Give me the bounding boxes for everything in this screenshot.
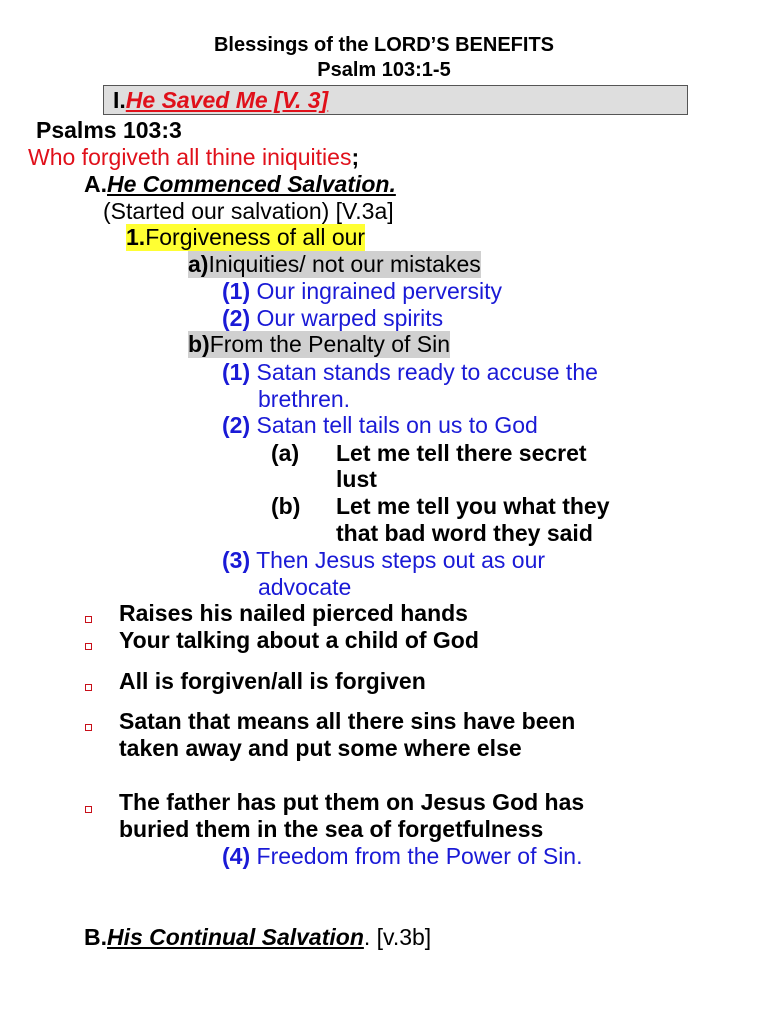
bullet-item-1: Raises his nailed pierced hands (119, 600, 468, 626)
item-b2 (222, 412, 538, 439)
heading-i (113, 87, 328, 114)
item-b1 (222, 359, 598, 386)
point-1 (126, 224, 365, 251)
verse-line (28, 144, 359, 171)
verse-text: Who forgiveth all thine iniquities (28, 144, 352, 170)
item-b2-number: (2) (222, 412, 251, 438)
item-b3-continued: advocate (258, 574, 352, 600)
item-b1-number: (1) (222, 359, 251, 385)
item-a2 (222, 305, 443, 332)
point-a-sub-b-letter: b) (188, 331, 210, 357)
item-b3-text: Then Jesus steps out as our (250, 547, 546, 573)
heading-i-text: He Saved Me [V. 3] (125, 87, 329, 113)
point-a-sub-a (188, 251, 481, 278)
document-title: Blessings of the LORD’S BENEFITS (213, 34, 555, 56)
verse-punct: ; (351, 144, 360, 170)
item-a1-text: Our ingrained perversity (250, 278, 502, 304)
square-bullet-icon (85, 724, 92, 731)
point-a-sub-a-letter: a) (188, 251, 209, 277)
point-1-number: 1. (126, 224, 146, 250)
point-b (84, 924, 431, 951)
square-bullet-icon (85, 806, 92, 813)
bullet-item-2: Your talking about a child of God (119, 627, 479, 653)
item-b1-continued: brethren. (258, 386, 351, 412)
point-a-sub-a-text: Iniquities/ not our mistakes (208, 251, 481, 277)
item-b1-text: Satan stands ready to accuse the (250, 359, 598, 385)
psalm-reference: Psalms 103:3 (36, 117, 182, 143)
point-a-sub-b (188, 331, 450, 358)
item-b4-text: Freedom from the Power of Sin. (250, 843, 583, 869)
item-b2-text: Satan tell tails on us to God (250, 412, 538, 438)
item-a1 (222, 278, 502, 305)
bullet-item-4-continued: taken away and put some where else (119, 735, 522, 761)
item-b2b-text: Let me tell you what they (336, 493, 610, 519)
item-b3-number: (3) (222, 547, 251, 573)
item-b2b-label: (b) (271, 493, 301, 519)
item-b4-number: (4) (222, 843, 251, 869)
square-bullet-icon (85, 684, 92, 691)
document-subtitle: Psalm 103:1-5 (317, 59, 451, 81)
bullet-item-5-continued: buried them in the sea of forgetfulness (119, 816, 544, 842)
point-a (84, 171, 396, 198)
point-b-letter: B. (84, 924, 107, 950)
item-b2b-text-continued: that bad word they said (336, 520, 593, 546)
point-b-title: His Continual Salvation (107, 924, 364, 950)
heading-i-number: I. (113, 87, 126, 113)
item-b2a-text-continued: lust (336, 466, 377, 492)
bullet-item-3: All is forgiven/all is forgiven (119, 668, 426, 694)
item-a2-text: Our warped spirits (250, 305, 444, 331)
point-1-text: Forgiveness of all our (145, 224, 366, 250)
point-a-sub: (Started our salvation) [V.3a] (103, 198, 394, 224)
item-a1-number: (1) (222, 278, 251, 304)
square-bullet-icon (85, 616, 92, 623)
item-b3 (222, 547, 545, 574)
point-a-title: He Commenced Salvation. (107, 171, 396, 197)
item-b2a-label: (a) (271, 440, 300, 466)
square-bullet-icon (85, 643, 92, 650)
point-b-ref: . [v.3b] (363, 924, 432, 950)
bullet-item-4: Satan that means all there sins have been (119, 708, 576, 734)
bullet-item-5: The father has put them on Jesus God has (119, 789, 585, 815)
item-a2-number: (2) (222, 305, 251, 331)
point-a-sub-b-text: From the Penalty of Sin (209, 331, 451, 357)
item-b4 (222, 843, 582, 870)
point-a-letter: A. (84, 171, 107, 197)
item-b2a-text: Let me tell there secret (336, 440, 587, 466)
